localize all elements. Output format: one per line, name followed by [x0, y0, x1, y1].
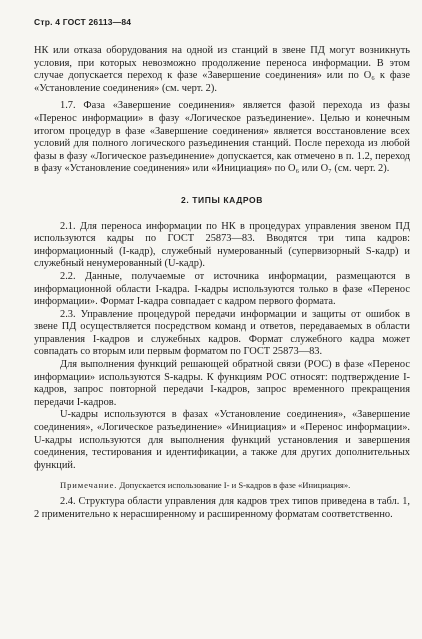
- paragraph-2-1: 2.1. Для переноса информации по НК в процедурах управления звеном ПД используются кадры по ГОСТ 25873—83. Вводятся три типа кадров: информационный (I-кадр), служебный нумерованный (супервизорный S-кадр) и служебный ненумерованный (U-кадр).: [34, 220, 410, 270]
- paragraph-u-frames: U-кадры используются в фазах «Установление соединения», «Завершение соединения», «Логическое разъединение» «Инициация» и «Перенос информации». U-кадры используются для выполнения функций установления и завершения соединения, тестирования и идентификации, а также для других дополнительных функций.: [34, 409, 410, 471]
- section-title: 2. ТИПЫ КАДРОВ: [181, 194, 263, 205]
- note: [34, 480, 410, 491]
- page-content: [34, 45, 410, 522]
- note-label: Примечание.: [60, 480, 118, 491]
- paragraph-2-3: 2.3. Управление процедурой передачи информации и защиты от ошибок в звене ПД осуществляется посредством команд и ответов, передаваемых в области управления I-кадров и служебных кадров. Формат служебного кадра может совпадать со вторым или первым форматом по ГОСТ 25873—83.: [34, 308, 410, 358]
- paragraph-ros: Для выполнения функций решающей обратной связи (РОС) в фазе «Перенос информации» используются S-кадры. К функциям РОС относят: подтверждение I-кадров, запрос повторной передачи I-кадров, запрос временного прекращения передачи I-кадров.: [34, 359, 410, 408]
- paragraph-2-2: 2.2. Данные, получаемые от источника информации, размещаются в информационной области I-кадра. I-кадры используются только в фазе «Перенос информации». Формат I-кадра совпадает с кадром первого формата.: [34, 270, 410, 308]
- paragraph-continuation: НК или отказа оборудования на одной из станций в звене ПД могут возникнуть условия, при которых невозможно продолжение переноса информации. В этом случае допускается переход к фазе «Завершение соединения» или по О₆ к фазе «Установление соединения» (см. черт. 2).: [34, 45, 410, 94]
- note-text: Допускается использование I- и S-кадров в фазе «Инициация».: [117, 480, 351, 491]
- paragraph-1-7: 1.7. Фаза «Завершение соединения» является фазой перехода из фазы «Перенос информации» в фазу «Логическое разъединение». Целью и конечным итогом процедур в фазе «Завершение соединения» является восстановление всех условий для полного логического разъединения станций. После перехода из любой фазы в фазу «Логическое разъединение» допускается, как отмечено в п. 1.2, переход в фазу «Установление соединения» или «Инициация» по О₆ или О₇ (см. черт. 2).: [34, 100, 410, 175]
- page-header: Стр. 4 ГОСТ 26113—84: [34, 17, 132, 27]
- paragraph-2-4: 2.4. Структура области управления для кадров трех типов приведена в табл. 1, 2 применительно к нерасширенному и расширенному форматам соответственно.: [34, 496, 410, 520]
